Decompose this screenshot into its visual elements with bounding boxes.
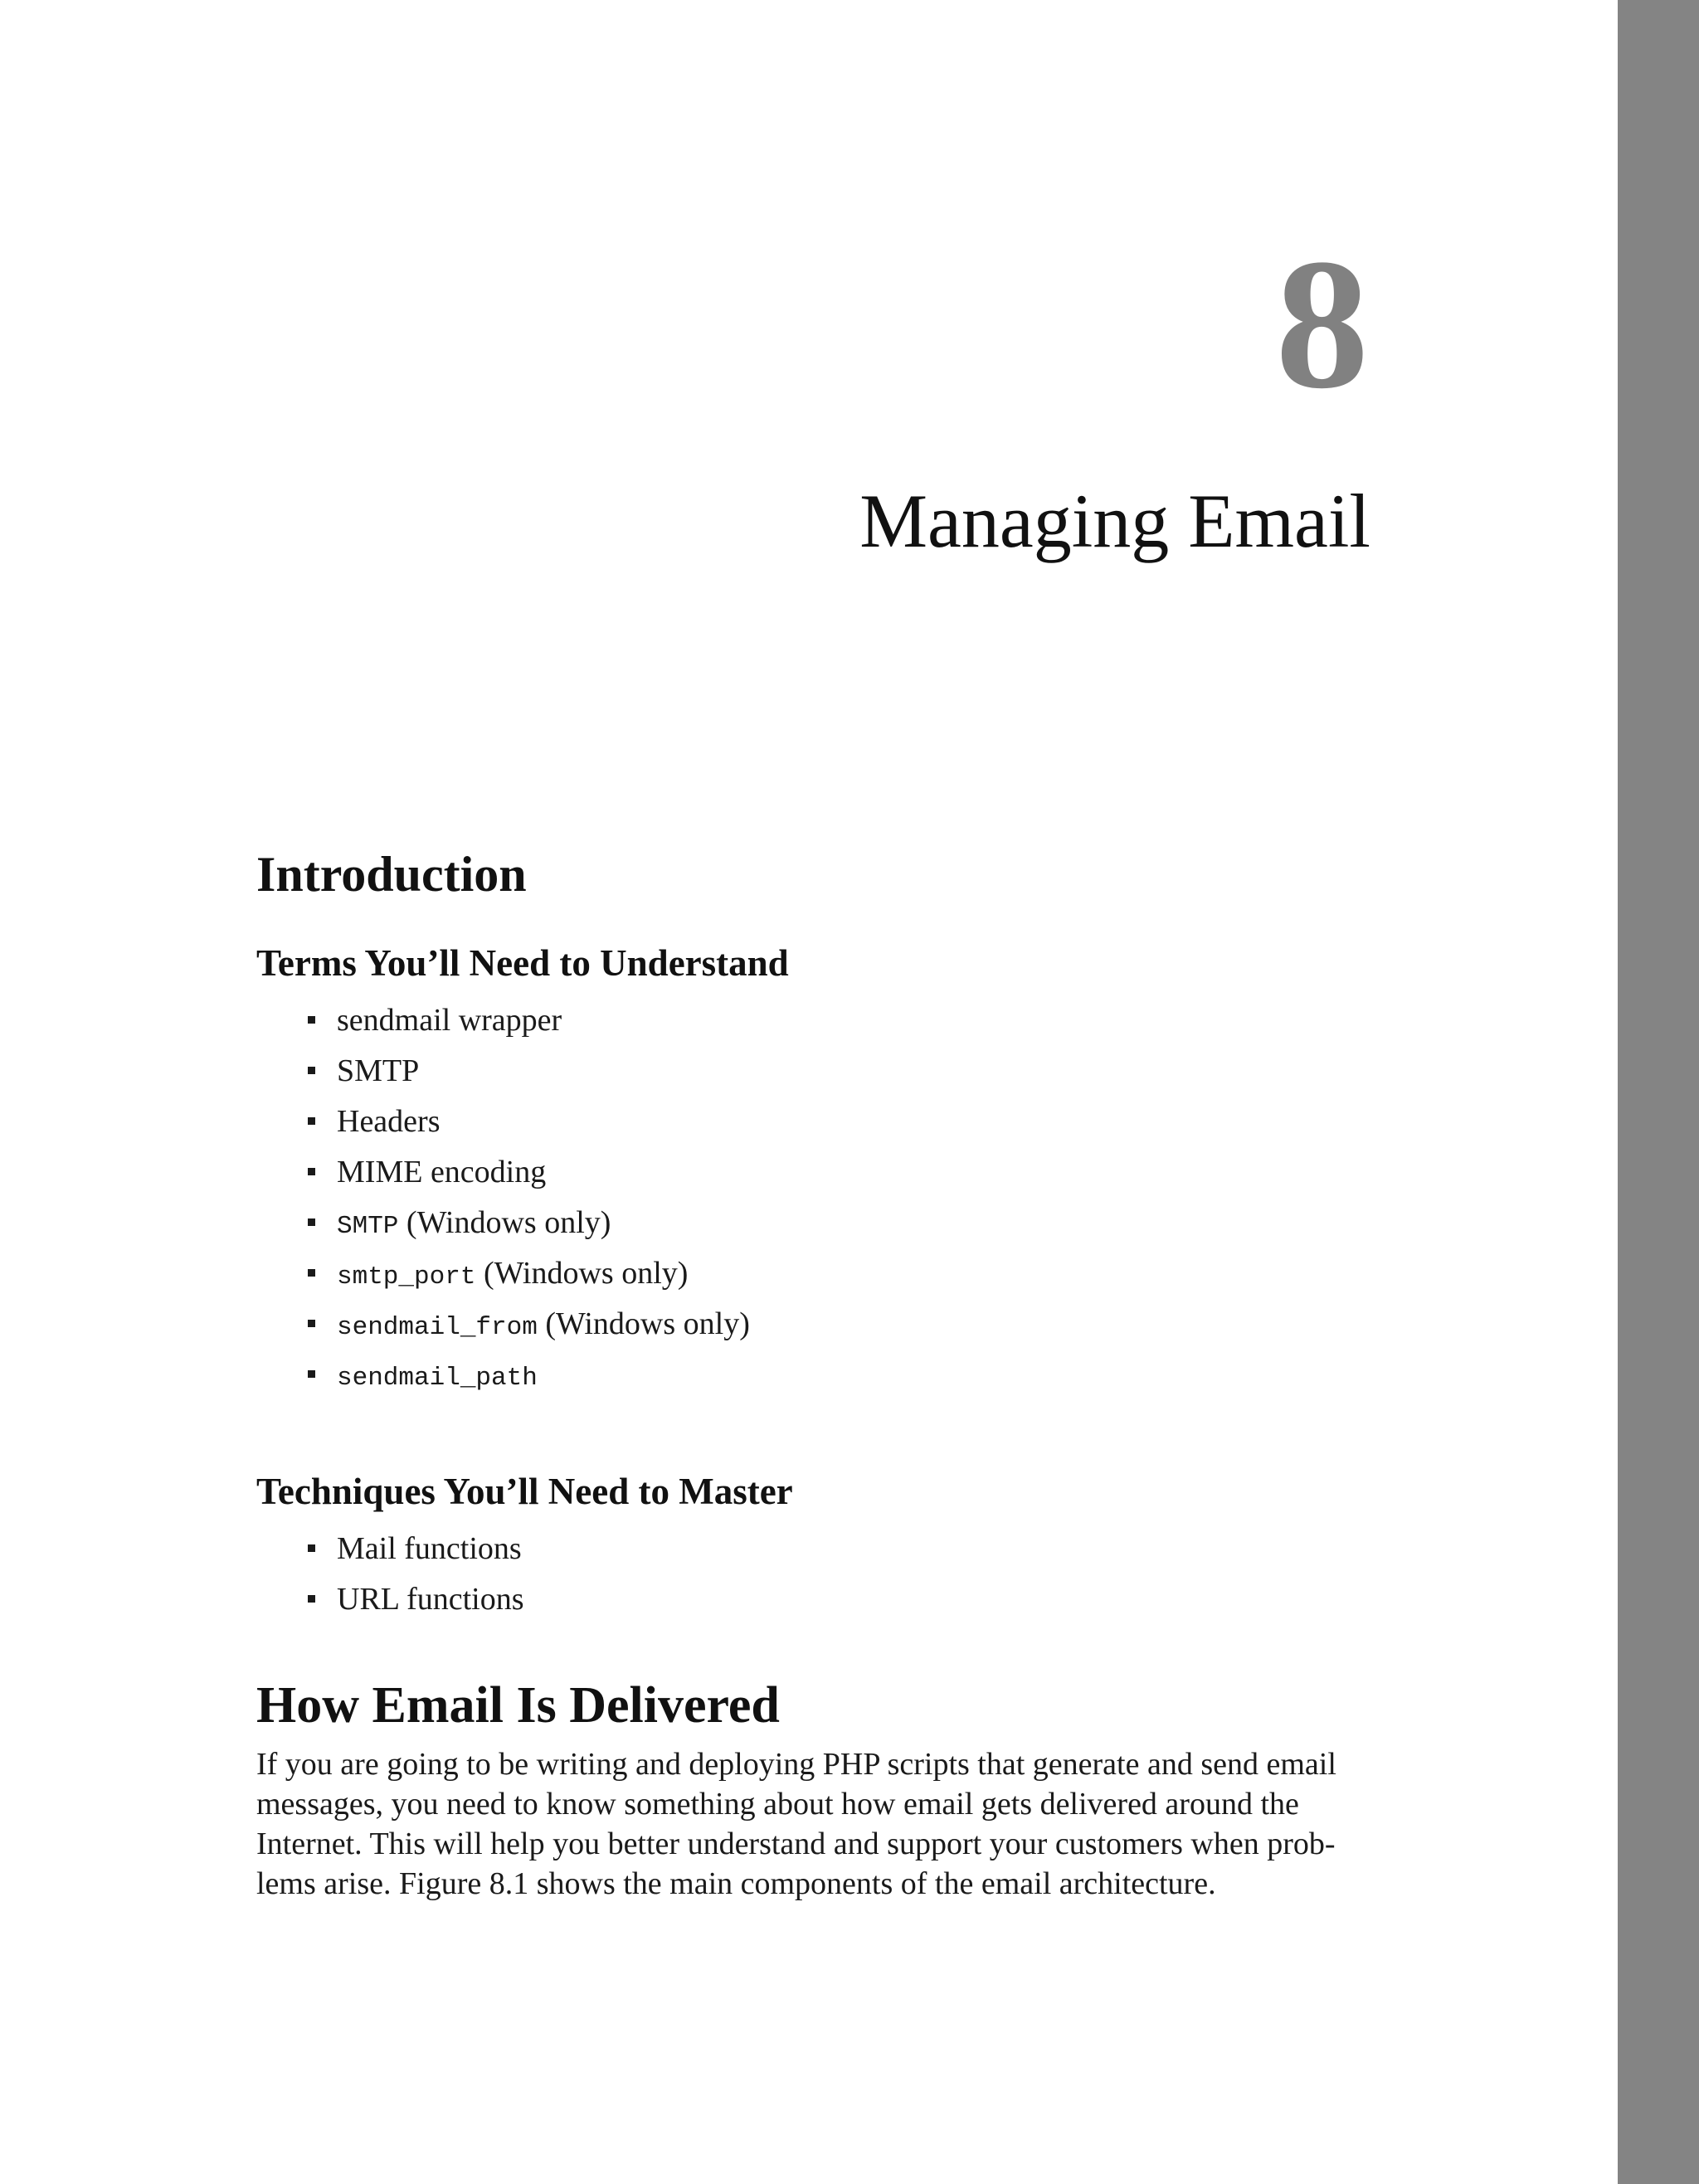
- paragraph-line: If you are going to be writing and deploying PHP scripts that generate and send email: [256, 1747, 1336, 1782]
- terms-list: [256, 1004, 1434, 1408]
- bullet-square-icon: [308, 1370, 315, 1378]
- list-item: sendmail wrapper: [337, 1004, 1434, 1054]
- chapter-number: 8: [1275, 220, 1367, 427]
- list-item: Mail functions: [337, 1532, 1434, 1583]
- techniques-list: [256, 1532, 1434, 1633]
- bullet-square-icon: [308, 1320, 315, 1327]
- paragraph-line: messages, you need to know something about how email gets delivered around the: [256, 1787, 1299, 1822]
- bullet-square-icon: [308, 1269, 315, 1277]
- bullet-square-icon: [308, 1067, 315, 1074]
- bullet-square-icon: [308, 1168, 315, 1175]
- list-item: SMTP: [337, 1054, 1434, 1105]
- list-item: URL functions: [337, 1583, 1434, 1633]
- chapter-title: Managing Email: [859, 479, 1370, 563]
- paragraph-line: Internet. This will help you better understand and support your customers when prob-: [256, 1826, 1336, 1861]
- chapter-content: [256, 849, 1434, 1904]
- paragraph-line: lems arise. Figure 8.1 shows the main components of the email architecture.: [256, 1866, 1216, 1901]
- list-item: sendmail_from (Windows only): [337, 1307, 1434, 1358]
- techniques-heading: Techniques You’ll Need to Master: [256, 1471, 793, 1512]
- list-item: smtp_port (Windows only): [337, 1257, 1434, 1307]
- list-item: SMTP (Windows only): [337, 1206, 1434, 1257]
- terms-heading: Terms You’ll Need to Understand: [256, 942, 789, 984]
- list-item: Headers: [337, 1105, 1434, 1155]
- bullet-square-icon: [308, 1016, 315, 1024]
- bullet-square-icon: [308, 1544, 315, 1552]
- section-heading: How Email Is Delivered: [256, 1677, 780, 1734]
- introduction-heading: Introduction: [256, 847, 527, 902]
- bullet-square-icon: [308, 1117, 315, 1125]
- list-item: MIME encoding: [337, 1155, 1434, 1206]
- chapter-thumb-tab: [1618, 0, 1699, 2184]
- bullet-square-icon: [308, 1218, 315, 1226]
- list-item: sendmail_path: [337, 1358, 1434, 1408]
- bullet-square-icon: [308, 1595, 315, 1603]
- section-paragraph: [256, 1744, 1434, 1904]
